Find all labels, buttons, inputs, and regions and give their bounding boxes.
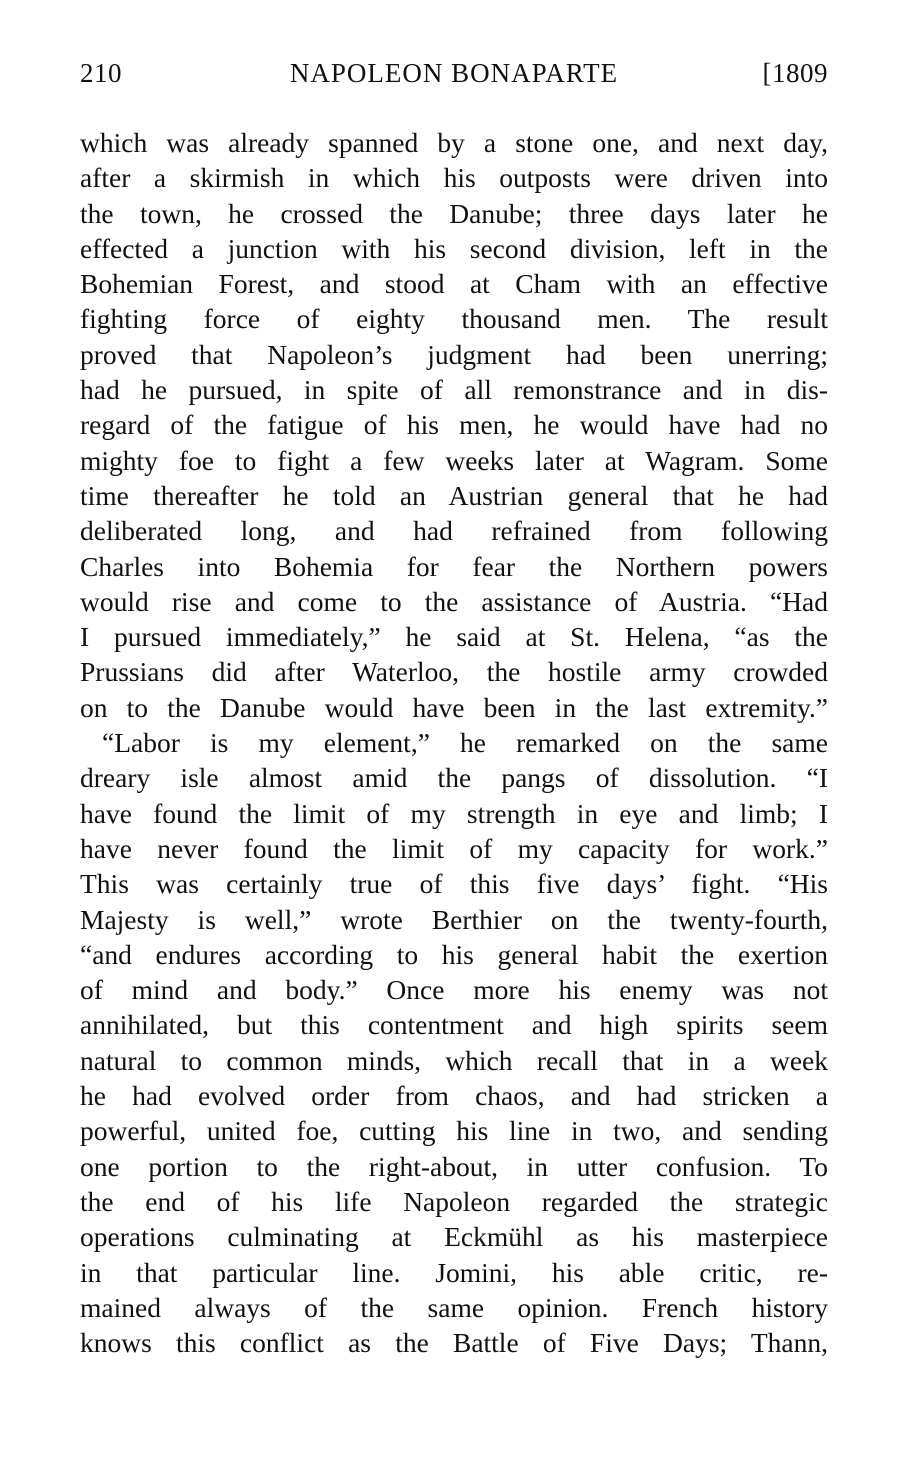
text-line: which was already spanned by a stone one, and next day, [80, 127, 828, 158]
text-line: fighting force of eighty thousand men. The result [80, 303, 828, 335]
text-line: on to the Danube would have been in the last extremity.” [80, 691, 828, 723]
text-line: regard of the fatigue of his men, he would have had no [80, 409, 828, 441]
text-line: dreary isle almost amid the pangs of dissolution. “I [80, 762, 828, 794]
text-line: Prussians did after Waterloo, the hostile army crowded [80, 656, 828, 688]
text-line: operations culminating at Eckmühl as his masterpiece [80, 1221, 828, 1253]
text-line: mighty foe to fight a few weeks later at Wagram. Some [80, 444, 828, 476]
text-line: deliberated long, and had refrained from following [80, 515, 828, 547]
text-line: natural to common minds, which recall that in a week [80, 1044, 828, 1076]
body-text [80, 125, 828, 1360]
text-line: knows this conflict as the Battle of Five Days; Thann, [80, 1327, 828, 1359]
text-line: “Labor is my element,” he remarked on the same [102, 727, 828, 759]
text-line: proved that Napoleon’s judgment had been unerring; [80, 338, 828, 370]
running-title: NAPOLEON BONAPARTE [289, 58, 619, 88]
paragraph-2 [80, 725, 828, 1360]
text-line: Charles into Bohemia for fear the Northern powers [80, 550, 828, 582]
text-line: in that particular line. Jomini, his able critic, re- [80, 1256, 828, 1288]
text-line: have never found the limit of my capacity for work.” [80, 832, 828, 864]
running-year: [1809 [762, 58, 828, 88]
text-line: the town, he crossed the Danube; three days later he [80, 197, 828, 229]
text-line: Majesty is well,” wrote Berthier on the twenty-fourth, [80, 903, 828, 935]
text-line: annihilated, but this contentment and high spirits seem [80, 1009, 828, 1041]
text-line: have found the limit of my strength in eye and limb; I [80, 797, 828, 829]
text-line: This was certainly true of this five days’ fight. “His [80, 868, 828, 900]
text-line: powerful, united foe, cutting his line in two, and sending [80, 1115, 828, 1147]
text-line: Bohemian Forest, and stood at Cham with an effective [80, 268, 828, 300]
text-line: effected a junction with his second division, left in the [80, 232, 828, 264]
text-line: the end of his life Napoleon regarded the strategic [80, 1185, 828, 1217]
running-head [80, 58, 828, 98]
text-line: had he pursued, in spite of all remonstrance and in dis- [80, 374, 828, 406]
text-line: he had evolved order from chaos, and had stricken a [80, 1080, 828, 1112]
text-line: of mind and body.” Once more his enemy was not [80, 974, 828, 1006]
text-line: I pursued immediately,” he said at St. Helena, “as the [80, 621, 828, 653]
book-page [80, 58, 828, 1360]
text-line: time thereafter he told an Austrian general that he had [80, 479, 828, 511]
text-line: after a skirmish in which his outposts were driven into [80, 162, 828, 194]
page-number: 210 [80, 58, 122, 88]
text-line: would rise and come to the assistance of Austria. “Had [80, 585, 828, 617]
text-line: mained always of the same opinion. French history [80, 1291, 828, 1323]
text-line: one portion to the right-about, in utter confusion. To [80, 1150, 828, 1182]
text-line: “and endures according to his general habit the exertion [80, 938, 828, 970]
paragraph-1 [80, 125, 828, 725]
